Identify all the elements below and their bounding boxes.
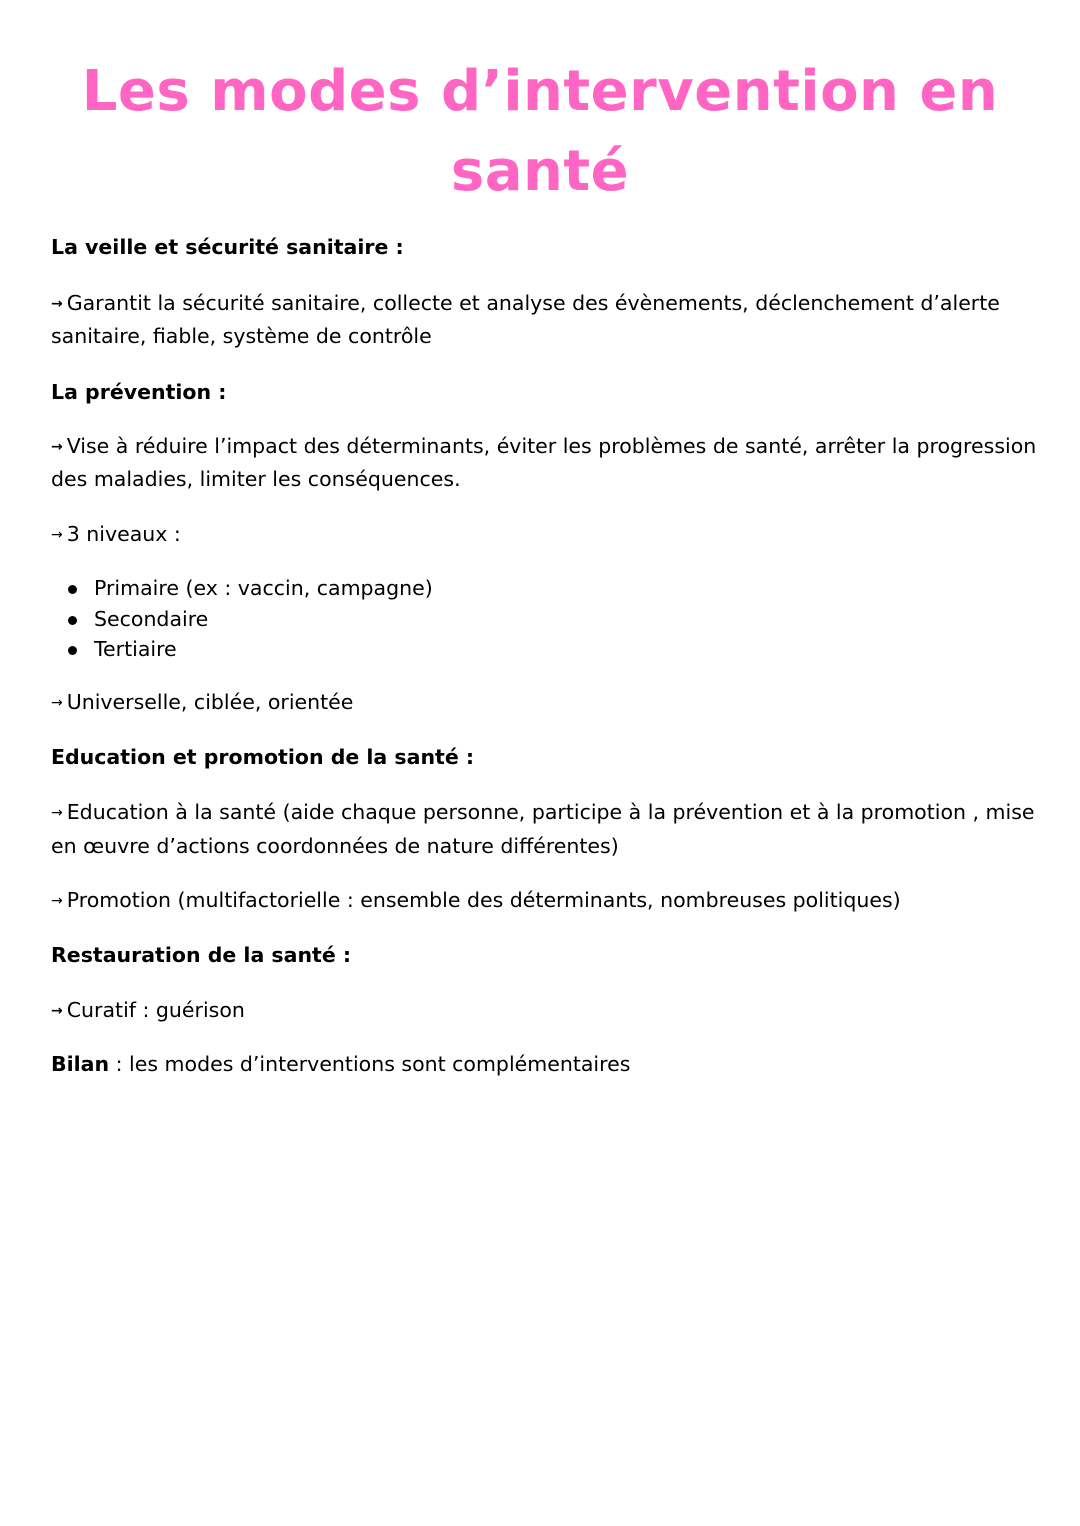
- veille-text-line-2: sanitaire, fiable, système de contrôle: [51, 324, 432, 348]
- prevention-levels-intro: → 3 niveaux :: [51, 518, 181, 552]
- list-item: Primaire (ex : vaccin, campagne): [51, 573, 433, 604]
- page-title: [0, 52, 1080, 212]
- arrow-icon: →: [51, 695, 63, 711]
- promotion-text: → Promotion (multifactorielle : ensemble des déterminants, nombreuses politiques): [51, 884, 901, 918]
- section-heading-education: Education et promotion de la santé :: [51, 745, 475, 769]
- veille-text-line-1: → Garantit la sécurité sanitaire, collecte et analyse des évènements, déclenchement d’alerte: [51, 287, 1000, 321]
- list-item: Secondaire: [51, 604, 433, 635]
- arrow-icon: →: [51, 527, 63, 543]
- arrow-icon: →: [51, 439, 63, 455]
- restauration-text: → Curatif : guérison: [51, 994, 245, 1028]
- summary-text: : les modes d’interventions sont complémentaires: [109, 1052, 631, 1076]
- prevention-types: → Universelle, ciblée, orientée: [51, 686, 353, 720]
- summary-label: Bilan: [51, 1052, 110, 1076]
- arrow-icon: →: [51, 296, 63, 312]
- section-heading-veille: La veille et sécurité sanitaire :: [51, 235, 404, 259]
- section-heading-prevention: La prévention :: [51, 380, 227, 404]
- education-text-line-1: → Education à la santé (aide chaque personne, participe à la prévention et à la promotion , mise: [51, 796, 1035, 830]
- title-line-1: Les modes d’intervention en: [81, 59, 999, 124]
- bullet-icon: [68, 616, 77, 625]
- list-item: Tertiaire: [51, 634, 433, 665]
- section-heading-restauration: Restauration de la santé :: [51, 943, 352, 967]
- title-line-2: santé: [450, 139, 630, 204]
- prevention-text-line-2: des maladies, limiter les conséquences.: [51, 467, 461, 491]
- education-text-line-2: en œuvre d’actions coordonnées de nature différentes): [51, 834, 619, 858]
- arrow-icon: →: [51, 1003, 63, 1019]
- prevention-text-line-1: → Vise à réduire l’impact des déterminants, éviter les problèmes de santé, arrêter la progression: [51, 430, 1036, 464]
- summary: [51, 1048, 630, 1081]
- arrow-icon: →: [51, 805, 63, 821]
- bullet-icon: [68, 585, 77, 594]
- bullet-icon: [68, 646, 77, 655]
- prevention-levels-list: [51, 573, 433, 665]
- arrow-icon: →: [51, 893, 63, 909]
